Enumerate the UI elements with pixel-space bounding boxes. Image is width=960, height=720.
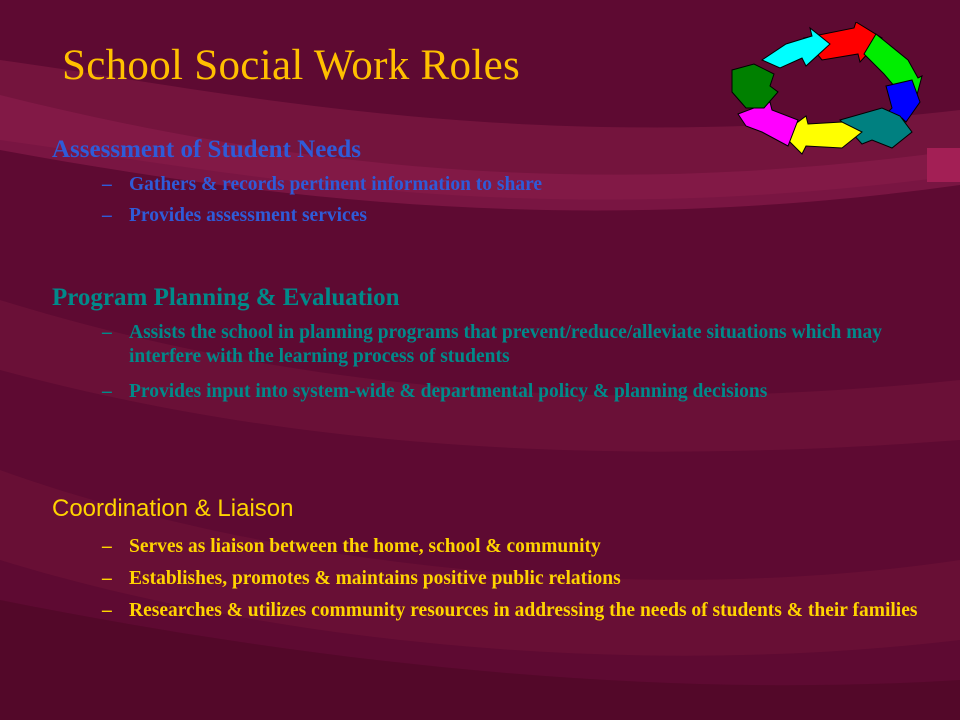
dash-marker: – — [102, 205, 112, 226]
dash-marker: – — [102, 568, 112, 589]
dash-marker: – — [102, 536, 112, 557]
bullet-text: Establishes, promotes & maintains positive public relations — [129, 568, 621, 589]
bullet-text: Gathers & records pertinent information to share — [129, 174, 543, 195]
bullet-text: Researches & utilizes community resources in addressing the needs of students & their families — [129, 600, 918, 621]
bullet-item — [52, 380, 942, 404]
slide-title: School Social Work Roles — [62, 42, 521, 89]
dash-marker: – — [102, 600, 112, 621]
bullet-list — [52, 321, 942, 404]
section-heading: Program Planning & Evaluation — [52, 284, 400, 311]
dash-marker: – — [102, 322, 112, 343]
section-planning — [52, 283, 942, 404]
bullet-list — [52, 173, 942, 228]
bullet-item — [52, 173, 942, 197]
bullet-item — [52, 204, 942, 228]
bullet-item — [52, 321, 942, 369]
bullet-item — [52, 567, 942, 591]
section-heading: Assessment of Student Needs — [52, 136, 362, 163]
section-assessment — [52, 135, 942, 228]
bullet-text: Provides input into system-wide & departmental policy & planning decisions — [129, 381, 768, 402]
dash-marker: – — [102, 174, 112, 195]
section-coordination — [52, 494, 942, 623]
bullet-item — [52, 535, 942, 559]
bullet-text: Assists the school in planning programs that prevent/reduce/alleviate situations which may interfere with the learning process of students — [129, 322, 882, 367]
bullet-list — [52, 535, 942, 623]
bullet-item — [52, 599, 942, 623]
section-heading: Coordination & Liaison — [52, 495, 294, 522]
dash-marker: – — [102, 381, 112, 402]
bullet-text: Provides assessment services — [129, 205, 367, 226]
bullet-text: Serves as liaison between the home, school & community — [129, 536, 601, 557]
